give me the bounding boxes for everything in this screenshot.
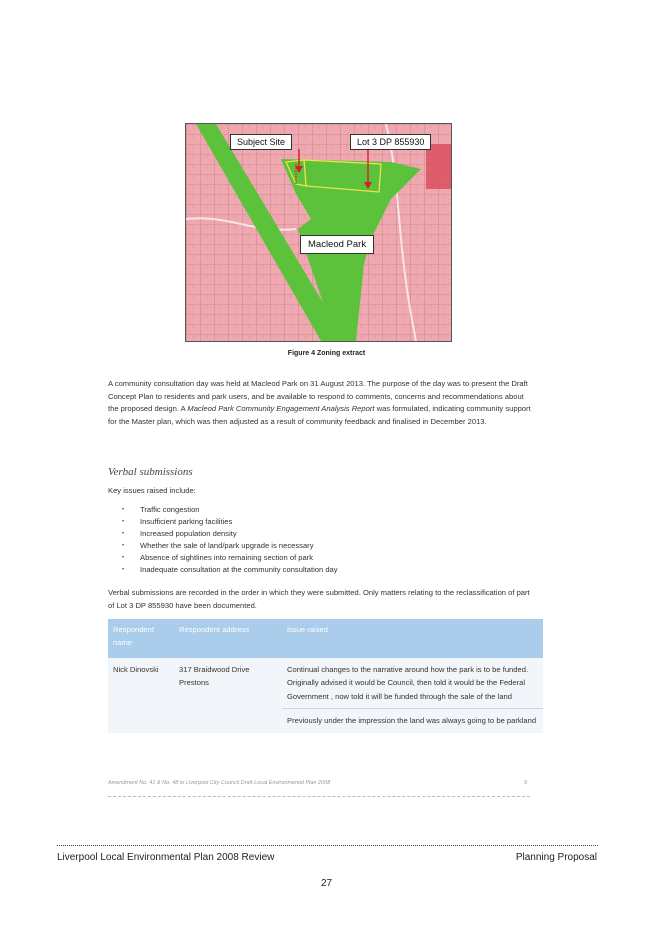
footer-right: Planning Proposal bbox=[515, 852, 597, 863]
header-respondent-name: Respondent name bbox=[108, 619, 174, 658]
intro-paragraph bbox=[108, 378, 533, 428]
respondent-address: 317 Braidwood Drive Prestons bbox=[174, 658, 282, 733]
issue-cell: Continual changes to the narrative around how the park is to be funded. Originally advised it would be Council, then told it would be the Federal Government , now told it will be funded through the sale of the land bbox=[282, 658, 543, 709]
header-respondent-address: Respondent address bbox=[174, 619, 282, 658]
inner-footer-text: Amendment No. 41 & No. 48 to Liverpool City Council Draft Local Environmental Plan 2008 bbox=[108, 780, 331, 786]
section-subheading: Key issues raised include: bbox=[108, 486, 196, 495]
inner-footer-rule bbox=[108, 796, 530, 797]
report-title: Macleod Park Community Engagement Analysis Report bbox=[187, 404, 375, 414]
header-issue-raised: Issue raised bbox=[282, 619, 543, 658]
list-item: • Increased population density bbox=[122, 528, 338, 540]
list-item: • Inadequate consultation at the community consultation day bbox=[122, 564, 338, 576]
list-item: • Insufficient parking facilities bbox=[122, 516, 338, 528]
issue-cell: Previously under the impression the land was always going to be parkland bbox=[282, 709, 543, 733]
callout-subject-site: Subject Site bbox=[230, 134, 292, 150]
submissions-table bbox=[108, 619, 543, 733]
list-item: • Whether the sale of land/park upgrade is necessary bbox=[122, 540, 338, 552]
intro-text-2: was formulated, indicating community support for the Master plan, which was then adjusted as a result of community feedback and finalised in December 2013. bbox=[108, 404, 531, 426]
figure-caption: Figure 4 Zoning extract bbox=[287, 350, 366, 357]
callout-lot: Lot 3 DP 855930 bbox=[350, 134, 431, 150]
list-item: • Traffic congestion bbox=[122, 504, 338, 516]
intro-text-1: A community consultation day was held at Macleod Park on 31 August 2013. The purpose of the day was to present the Draft Concept Plan to residents and park users, and be available to respond to comments, concerns and recommendations about the proposed design. A bbox=[108, 379, 528, 414]
table-row bbox=[108, 658, 543, 709]
inner-page-number: 9 bbox=[524, 780, 528, 786]
footer-left: Liverpool Local Environmental Plan 2008 Review bbox=[57, 852, 275, 863]
section-heading: Verbal submissions bbox=[108, 466, 193, 478]
submissions-note: Verbal submissions are recorded in the order in which they were submitted. Only matters relating to the reclassification of part of Lot 3 DP 855930 have been documented. bbox=[108, 588, 530, 610]
respondent-name: Nick Dinovski bbox=[108, 658, 174, 733]
issues-list bbox=[122, 504, 338, 577]
zoning-map bbox=[185, 123, 452, 342]
list-item: • Absence of sightlines into remaining section of park bbox=[122, 552, 338, 564]
footer-rule bbox=[57, 845, 598, 846]
callout-park: Macleod Park bbox=[300, 235, 374, 254]
zoning-map-graphic bbox=[186, 124, 451, 341]
page-number: 27 bbox=[320, 878, 333, 889]
